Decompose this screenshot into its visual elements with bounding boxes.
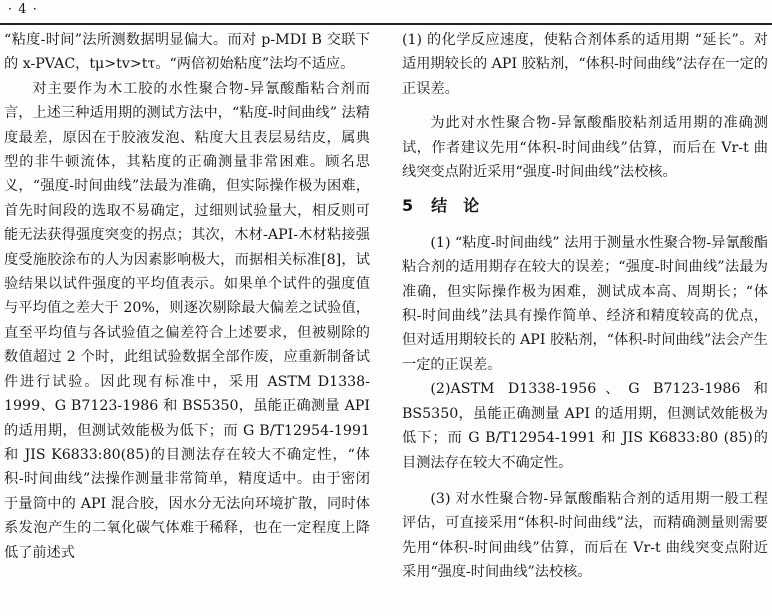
page-number: · 4 · [8,2,38,17]
conclusion-3: (3) 对水性聚合物-异氰酸酯粘合剂的适用期一般工程评估，可直接采用“体积-时间曲线”法，而精确测量则需要先用“体积-时间曲线”估算，而后在 Vr-t 曲线突变点附近采用“强度-时间曲线”法校核。 [402,490,768,581]
left-paragraph-2: 对主要作为木工胶的水性聚合物-异氰酸酯粘合剂而言，上述三种适用期的测试方法中，“粘度-时间曲线” 法精度最差，原因在于胶液发泡、粘度大且表层易结皮，属典型的非牛顿流体，其粘度的正确测量非常困难。顾名思义，“强度-时间曲线”法最为准确，但实际操作极为困难，首先时间段的选取不易确定，过细则试验量大，相反则可能无法获得强度突变的拐点；其次，木材-API-木材粘接强度受施胶涂布的人为因素影响极大，而据相关标准[8]，试验结果以试件强度的平均值表示。如果单个试件的强度值与平均值之差大于 20%，则逐次剔除最大偏差之试验值，直至平均值与各试验值之偏差符合上述要求，但被剔除的数值超过 2 个时，此组试验数据全部作废，应重新制备试件进行试验。因此现有标准中，采用 ASTM D1338-1999、G B7123-1986 和 BS5350，虽能正确测量 API 的适用期，但测试效能极为低下；而 G B/T12954-1991 和 JIS K6833:80(85)的目测法存在较大不确定性，“体积-时间曲线”法操作测量非常简单，精度适中。由于密闭于量筒中的 API 混合胶，因水分无法向环境扩散，同时体系发泡产生的二氧化碳气体难于稀释，也在一定程度上降低了前述式 [4,80,370,561]
right-column [402,28,768,585]
section-heading [402,194,768,218]
left-column [4,28,370,565]
section-title: 结 论 [431,196,480,216]
left-paragraph-1: “粘度-时间”法所测数据明显偏大。而对 p-MDI B 交联下的 x-PVAC，tμ>tv>tτ。“两倍初始粘度”法均不适应。 [4,32,370,73]
right-paragraph-2: 为此对水性聚合物-异氰酸酯胶粘剂适用期的准确测试，作者建议先用“体积-时间曲线”估算，而后在 Vr-t 曲线突变点附近采用“强度-时间曲线”法校核。 [402,115,768,181]
header-rule [0,23,772,25]
right-paragraph-1: (1) 的化学反应速度，使粘合剂体系的适用期 “延长”。对适用期较长的 API 胶粘剂，“体积-时间曲线”法存在一定的正误差。 [402,32,768,97]
section-number: 5 [402,196,414,216]
conclusion-1: (1) “粘度-时间曲线” 法用于测量水性聚合物-异氰酸酯粘合剂的适用期存在较大的误差；“强度-时间曲线”法最为准确，但实际操作极为困难，测试成本高、周期长；“体积-时间曲线”法具有操作简单、经济和精度较高的优点，但对适用期较长的 API 胶粘剂，“体积-时间曲线”法会产生一定的正误差。 [402,234,768,373]
conclusion-2: (2)ASTM D1338-1956、G B7123-1986 和 BS5350，虽能正确测量 API 的适用期，但测试效能极为低下；而 G B/T12954-1991 和 JIS K6833:80 (85)的目测法存在较大不确定性。 [402,381,768,471]
